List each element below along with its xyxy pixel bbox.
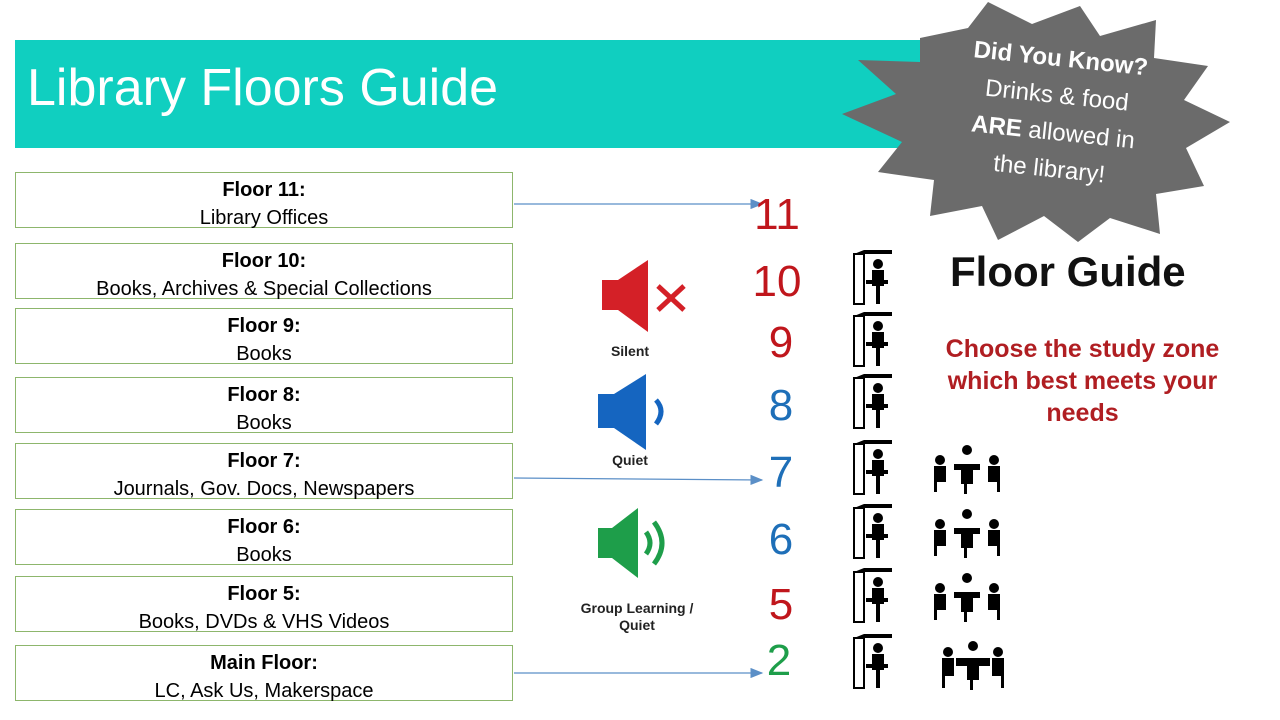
floor-number-7: 7 xyxy=(768,448,794,497)
floor-number-8: 8 xyxy=(768,381,794,430)
study-carrel-icon xyxy=(852,440,896,496)
did-you-know-line4: the library! xyxy=(992,149,1107,189)
group-study-icon xyxy=(928,444,1006,494)
floor-name: Floor 10: xyxy=(221,250,307,272)
zone-label-group-line2: Quiet xyxy=(619,617,655,633)
floor-box-6 xyxy=(15,509,513,565)
floor-box-9 xyxy=(15,308,513,364)
floor-description: Books, DVDs & VHS Videos xyxy=(138,611,390,633)
study-carrel-icon xyxy=(852,568,896,624)
arrow-floor-7 xyxy=(514,478,762,480)
study-carrel-icon xyxy=(852,250,896,306)
floor-name: Floor 6: xyxy=(227,516,301,538)
did-you-know-text xyxy=(938,29,1172,199)
floor-number-2: 2 xyxy=(766,636,792,685)
study-carrel-icon xyxy=(852,374,896,430)
zone-label-group xyxy=(572,600,702,634)
group-study-icon xyxy=(928,572,1006,622)
floor-name: Floor 9: xyxy=(227,315,301,337)
floor-name: Main Floor: xyxy=(210,652,318,674)
floor-box-10 xyxy=(15,243,513,299)
floor-description: Books, Archives & Special Collections xyxy=(96,278,432,300)
floor-description: Library Offices xyxy=(199,207,329,229)
header-banner xyxy=(15,40,975,148)
zone-label-group-line1: Group Learning / xyxy=(580,600,694,616)
study-carrel-icon xyxy=(852,634,896,690)
speaker-muted-icon xyxy=(600,258,692,338)
floor-description: Books xyxy=(236,544,292,566)
did-you-know-line3-rest: allowed in xyxy=(1020,115,1137,155)
did-you-know-line2: Drinks & food xyxy=(983,74,1130,117)
group-study-icon xyxy=(934,640,1012,690)
floor-guide-subtitle: Choose the study zone which best meets your needs xyxy=(945,335,1220,427)
floor-description: Books xyxy=(236,343,292,365)
speaker-low-icon xyxy=(596,374,676,450)
speaker-loud-icon xyxy=(596,506,672,582)
floor-description: Books xyxy=(236,412,292,434)
floor-box-11 xyxy=(15,172,513,228)
group-study-icon xyxy=(928,508,1006,558)
floor-box-8 xyxy=(15,377,513,433)
floor-number-10: 10 xyxy=(752,257,802,306)
floor-number-9: 9 xyxy=(768,318,794,367)
floor-name: Floor 7: xyxy=(227,450,301,472)
floor-description: Journals, Gov. Docs, Newspapers xyxy=(113,478,415,500)
study-carrel-icon xyxy=(852,312,896,368)
zone-label-quiet: Quiet xyxy=(612,452,648,468)
floor-name: Floor 11: xyxy=(222,179,306,201)
did-you-know-emphasis: ARE xyxy=(970,110,1024,143)
floor-name: Floor 8: xyxy=(227,384,301,406)
floor-number-6: 6 xyxy=(768,515,794,564)
floor-box-5 xyxy=(15,576,513,632)
floor-description: LC, Ask Us, Makerspace xyxy=(154,680,374,702)
floor-number-11: 11 xyxy=(754,190,800,239)
zone-label-silent: Silent xyxy=(610,343,650,359)
study-carrel-icon xyxy=(852,504,896,560)
floor-guide-title: Floor Guide xyxy=(950,248,1186,295)
floor-name: Floor 5: xyxy=(227,583,301,605)
did-you-know-heading: Did You Know? xyxy=(972,36,1150,82)
floor-number-5: 5 xyxy=(768,580,794,629)
page-title: Library Floors Guide xyxy=(27,59,499,117)
floor-box-7 xyxy=(15,443,513,499)
floor-box-main xyxy=(15,645,513,701)
